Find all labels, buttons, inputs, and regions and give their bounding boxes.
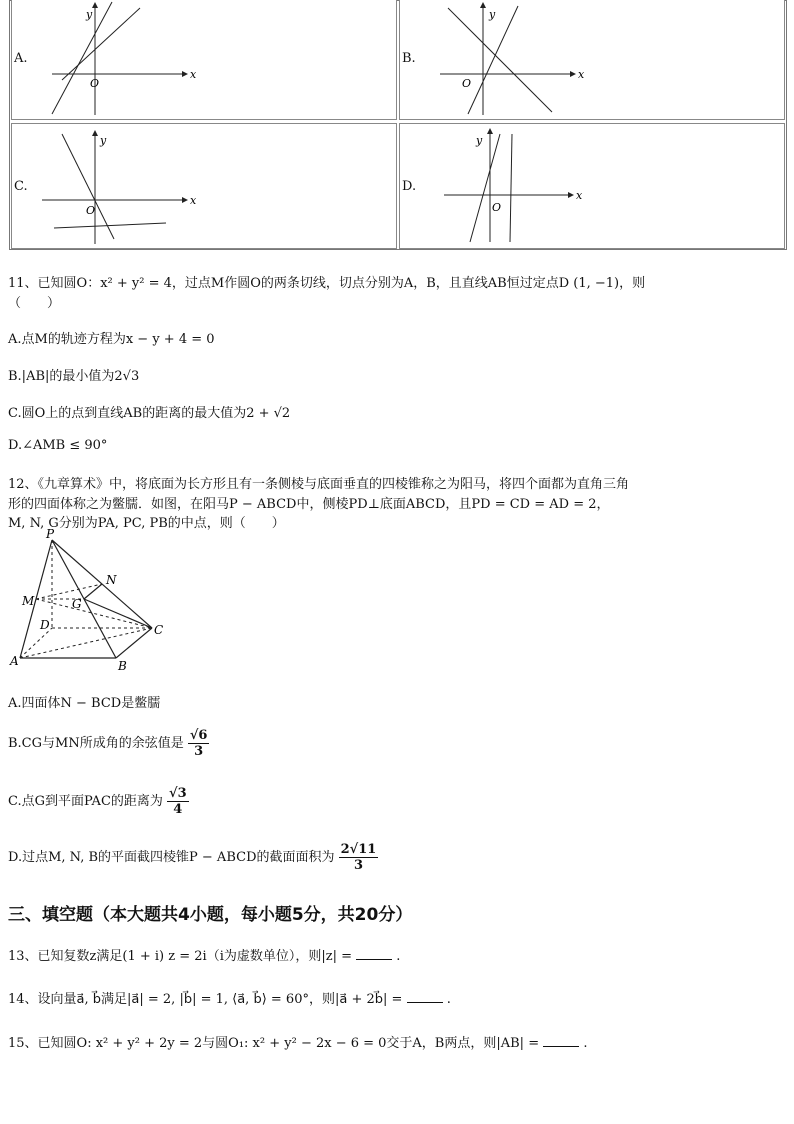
option-b-graph bbox=[420, 0, 620, 121]
q13-text: 13、已知复数z满足(1 + i) z = 2i（i为虚数单位），则|z| = bbox=[8, 949, 352, 964]
vertex-p-label: P bbox=[46, 528, 55, 541]
origin-label: O bbox=[492, 201, 502, 214]
q12-stem-line2: 形的四面体称之为鳖臑．如图，在阳马P − ABCD中，侧棱PD⊥底面ABCD，且PD = CD = AD = 2， bbox=[8, 497, 610, 512]
q15-text: 15、已知圆O: x² + y² + 2y = 2与圆O₁: x² + y² − 2x − 6 = 0交于A，B两点，则|AB| = bbox=[8, 1036, 540, 1051]
q12-option-d-fraction bbox=[339, 842, 379, 873]
y-axis-label: y bbox=[100, 134, 107, 147]
option-d-graph bbox=[420, 124, 620, 250]
fraction-numerator: √6 bbox=[189, 728, 208, 743]
q14-text: 14、设向量a⃗, b⃗满足|a⃗| = 2, |b⃗| = 1, ⟨a⃗, b⃗⟩ = 60°，则|a⃗ + 2b⃗| = bbox=[8, 992, 403, 1007]
q12-option-b-text: B.CG与MN所成角的余弦值是 bbox=[8, 736, 184, 751]
option-d-label: D. bbox=[402, 179, 417, 194]
fraction-denominator: 4 bbox=[173, 802, 183, 817]
answer-blank[interactable] bbox=[356, 948, 392, 960]
origin-label: O bbox=[90, 77, 100, 90]
q13-end: . bbox=[396, 949, 401, 964]
option-c-graph bbox=[32, 124, 232, 250]
fraction-numerator: √3 bbox=[169, 786, 187, 801]
q12-stem-line1: 12、《九章算术》中，将底面为长方形且有一条侧棱与底面垂直的四棱锥称之为阳马，将四个面都为直角三角 bbox=[8, 477, 630, 492]
option-a-cell bbox=[11, 0, 397, 120]
q12-option-c-fraction bbox=[167, 786, 189, 817]
fraction-denominator: 3 bbox=[194, 744, 204, 759]
q12-option-c-text: C.点G到平面PAC的距离为 bbox=[8, 794, 163, 809]
option-b-cell bbox=[399, 0, 785, 120]
origin-label: O bbox=[462, 77, 472, 90]
option-c-label: C. bbox=[14, 179, 28, 194]
q12-option-b bbox=[8, 728, 209, 759]
vertex-a-label: A bbox=[10, 654, 19, 668]
option-b-label: B. bbox=[402, 51, 416, 66]
point-m-label: M bbox=[22, 594, 35, 608]
vertex-c-label: C bbox=[154, 623, 164, 637]
q11-option-b: B.|AB|的最小值为2√3 bbox=[8, 369, 140, 384]
option-a-label: A. bbox=[14, 51, 28, 66]
answer-blank[interactable] bbox=[407, 991, 443, 1003]
q11-option-a: A.点M的轨迹方程为x − y + 4 = 0 bbox=[8, 332, 215, 347]
answer-blank[interactable] bbox=[543, 1035, 579, 1047]
q15-end: . bbox=[583, 1036, 588, 1051]
x-axis-label: x bbox=[578, 68, 585, 81]
q12-stem-line3: M, N, G分别为PA, PC, PB的中点，则（ ） bbox=[8, 516, 285, 531]
fraction-numerator: 2√11 bbox=[340, 842, 377, 857]
point-n-label: N bbox=[106, 573, 117, 587]
fraction-denominator: 3 bbox=[353, 858, 363, 873]
q14 bbox=[8, 988, 451, 1007]
q15 bbox=[8, 1032, 588, 1051]
y-axis-label: y bbox=[489, 8, 496, 21]
q11-stem-line1: 11、已知圆O：x² + y² = 4，过点M作圆O的两条切线，切点分别为A，B，且直线AB恒过定点D (1, −1)，则 bbox=[8, 276, 646, 291]
q11-stem-line2: （ ） bbox=[8, 296, 61, 311]
q12-option-d bbox=[8, 842, 378, 873]
x-axis-label: x bbox=[576, 189, 583, 202]
origin-label: O bbox=[86, 204, 96, 217]
options-graph-table bbox=[9, 0, 787, 250]
q14-end: . bbox=[446, 992, 451, 1007]
point-g-label: G bbox=[72, 597, 82, 611]
option-c-cell bbox=[11, 123, 397, 249]
y-axis-label: y bbox=[476, 134, 483, 147]
q11-option-c: C.圆O上的点到直线AB的距离的最大值为2 + √2 bbox=[8, 406, 291, 421]
q12-option-c bbox=[8, 786, 189, 817]
vertex-b-label: B bbox=[118, 659, 127, 673]
q12-option-d-text: D.过点M, N, B的平面截四棱锥P − ABCD的截面面积为 bbox=[8, 850, 335, 865]
q12-option-b-fraction bbox=[188, 728, 210, 759]
x-axis-label: x bbox=[190, 194, 197, 207]
q12-option-a: A.四面体N − BCD是鳖臑 bbox=[8, 696, 161, 711]
section-3-heading: 三、填空题（本大题共4小题，每小题5分，共20分） bbox=[8, 905, 413, 925]
option-a-graph bbox=[32, 0, 232, 121]
y-axis-label: y bbox=[86, 8, 93, 21]
q11-option-d: D.∠AMB ≤ 90° bbox=[8, 438, 108, 453]
option-d-cell bbox=[399, 123, 785, 249]
x-axis-label: x bbox=[190, 68, 197, 81]
pyramid-figure bbox=[6, 528, 186, 678]
q13 bbox=[8, 945, 400, 964]
vertex-d-label: D bbox=[40, 618, 50, 632]
